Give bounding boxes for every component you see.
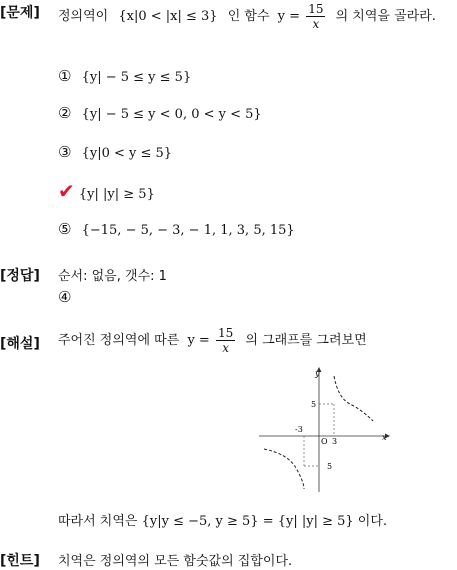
x-tick-3: 3 [332,437,338,446]
y-axis-label: y [315,369,320,378]
curve-positive [334,376,373,421]
function-graph [255,364,395,494]
fraction-denominator: x [312,17,320,31]
option-1[interactable] [58,67,191,85]
hint-tag: [힌트] [0,553,40,569]
option-text: {y| |y| ≥ 5} [78,187,155,202]
x-axis-label: x [382,433,387,442]
function-fraction [306,2,325,31]
option-3[interactable] [58,143,172,161]
origin-label: O [321,437,328,446]
option-2[interactable] [58,104,262,122]
option-text: {−15, − 5, − 3, − 1, 1, 3, 5, 15} [81,223,295,238]
explanation-text-a: 주어진 정의역에 따른 [58,333,180,348]
answer-tag: [정답] [0,268,40,284]
explanation-intro [58,326,367,355]
fraction-numerator: 15 [217,326,234,340]
option-marker: ⑤ [58,220,72,238]
problem-statement [58,2,436,31]
x-tick-neg3: -3 [295,425,303,434]
answer-line-1: 순서: 없음, 갯수: 1 [58,269,167,284]
checkmark-icon: ✔ [58,179,75,203]
explanation-text-b: 의 그래프를 그려보면 [245,333,367,348]
fraction-denominator: x [222,341,229,355]
function-lhs: y = [277,9,301,24]
option-text: {y| − 5 ≤ y < 0, 0 < y < 5} [81,107,262,122]
domain-expression: {x|0 < |x| ≤ 3} [118,9,218,24]
option-marker: ② [58,104,72,122]
problem-text-c: 의 치역을 골라라. [335,9,436,24]
problem-tag: [문제] [0,5,40,21]
fraction-numerator: 15 [308,2,324,16]
y-tick-5: 5 [311,400,317,409]
option-text: {y|0 < y ≤ 5} [81,146,173,161]
option-4[interactable] [58,179,155,203]
option-text: {y| − 5 ≤ y ≤ 5} [81,70,192,85]
answer-line-2: ④ [58,288,72,306]
problem-text-b: 인 함수 [227,9,270,24]
curve-negative [264,449,304,489]
option-marker: ① [58,67,72,85]
hint-text: 치역은 정의역의 모든 함숫값의 집합이다. [58,554,293,569]
function-lhs: y = [187,333,210,348]
explanation-tag: [해설] [0,336,40,352]
option-5[interactable] [58,220,295,238]
conclusion-text: 따라서 치역은 {y|y ≤ −5, y ≥ 5} = {y| |y| ≥ 5} 이다. [58,514,388,529]
problem-text-a: 정의역이 [58,9,109,24]
explanation-conclusion [58,510,387,529]
option-marker: ③ [58,143,72,161]
function-fraction [216,326,235,355]
y-tick-neg5: 5 [327,462,333,471]
